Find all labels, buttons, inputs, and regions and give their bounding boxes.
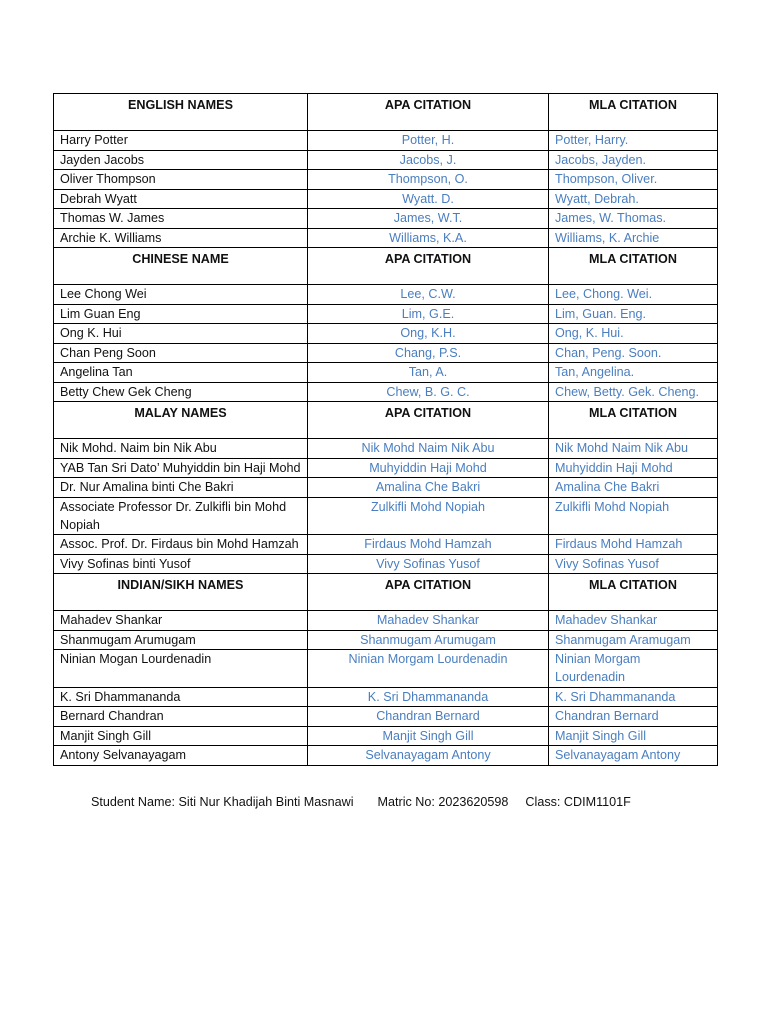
name-cell: Oliver Thompson [54,170,308,190]
apa-citation-cell: Shanmugam Arumugam [308,630,549,650]
table-row [54,189,718,209]
mla-citation-cell: Zulkifli Mohd Nopiah [549,497,718,535]
name-cell: Antony Selvanayagam [54,746,308,766]
apa-citation-cell: Lee, C.W. [308,285,549,305]
name-cell: Vivy Sofinas binti Yusof [54,554,308,574]
section-header-row [54,248,718,285]
mla-citation-cell: Chew, Betty. Gek. Cheng. [549,382,718,402]
table-row [54,285,718,305]
apa-citation-cell: K. Sri Dhammananda [308,687,549,707]
apa-citation-cell: Firdaus Mohd Hamzah [308,535,549,555]
mla-citation-cell: Nik Mohd Naim Nik Abu [549,439,718,459]
name-cell: Lim Guan Eng [54,304,308,324]
name-cell: Shanmugam Arumugam [54,630,308,650]
class-code: Class: CDIM1101F [525,795,631,809]
name-cell: Ong K. Hui [54,324,308,344]
section-header-row [54,574,718,611]
apa-citation-cell: Tan, A. [308,363,549,383]
matric-number: Matric No: 2023620598 [377,795,509,809]
apa-citation-cell: Lim, G.E. [308,304,549,324]
apa-citation-cell: Wyatt. D. [308,189,549,209]
apa-citation-cell: Vivy Sofinas Yusof [308,554,549,574]
table-row [54,131,718,151]
table-row [54,497,718,535]
apa-citation-cell: Chandran Bernard [308,707,549,727]
table-row [54,209,718,229]
table-row [54,170,718,190]
apa-column-header: APA CITATION [308,248,549,285]
mla-citation-cell: Tan, Angelina. [549,363,718,383]
mla-citation-cell: Ninian Morgam Lourdenadin [549,650,718,688]
mla-citation-cell: James, W. Thomas. [549,209,718,229]
table-row [54,611,718,631]
section-header-row [54,94,718,131]
apa-citation-cell: Ninian Morgam Lourdenadin [308,650,549,688]
name-cell: Thomas W. James [54,209,308,229]
apa-citation-cell: Ong, K.H. [308,324,549,344]
table-row [54,535,718,555]
mla-citation-cell: Selvanayagam Antony [549,746,718,766]
table-row [54,304,718,324]
mla-citation-cell: Ong, K. Hui. [549,324,718,344]
table-row [54,458,718,478]
table-row [54,382,718,402]
mla-citation-cell: Manjit Singh Gill [549,726,718,746]
table-row [54,554,718,574]
name-cell: Dr. Nur Amalina binti Che Bakri [54,478,308,498]
mla-column-header: MLA CITATION [549,402,718,439]
apa-citation-cell: Zulkifli Mohd Nopiah [308,497,549,535]
table-row [54,150,718,170]
mla-citation-cell: Potter, Harry. [549,131,718,151]
name-column-header: CHINESE NAME [54,248,308,285]
mla-citation-cell: Lim, Guan. Eng. [549,304,718,324]
mla-citation-cell: Shanmugam Aramugam [549,630,718,650]
mla-citation-cell: Vivy Sofinas Yusof [549,554,718,574]
name-cell: Debrah Wyatt [54,189,308,209]
name-cell: YAB Tan Sri Dato’ Muhyiddin bin Haji Mohd [54,458,308,478]
apa-column-header: APA CITATION [308,94,549,131]
apa-column-header: APA CITATION [308,574,549,611]
name-cell: Betty Chew Gek Cheng [54,382,308,402]
mla-citation-cell: Williams, K. Archie [549,228,718,248]
apa-citation-cell: Williams, K.A. [308,228,549,248]
name-cell: Ninian Mogan Lourdenadin [54,650,308,688]
table-row [54,746,718,766]
name-cell: Assoc. Prof. Dr. Firdaus bin Mohd Hamzah [54,535,308,555]
mla-citation-cell: Wyatt, Debrah. [549,189,718,209]
name-cell: Jayden Jacobs [54,150,308,170]
table-row [54,228,718,248]
name-cell: Chan Peng Soon [54,343,308,363]
name-cell: Harry Potter [54,131,308,151]
name-column-header: ENGLISH NAMES [54,94,308,131]
citation-table [53,93,718,766]
mla-citation-cell: Mahadev Shankar [549,611,718,631]
table-row [54,324,718,344]
table-row [54,650,718,688]
table-row [54,343,718,363]
apa-citation-cell: Thompson, O. [308,170,549,190]
name-cell: Archie K. Williams [54,228,308,248]
name-column-header: MALAY NAMES [54,402,308,439]
apa-citation-cell: Jacobs, J. [308,150,549,170]
mla-citation-cell: Jacobs, Jayden. [549,150,718,170]
apa-citation-cell: Selvanayagam Antony [308,746,549,766]
mla-column-header: MLA CITATION [549,94,718,131]
name-column-header: INDIAN/SIKH NAMES [54,574,308,611]
table-row [54,707,718,727]
apa-citation-cell: Potter, H. [308,131,549,151]
mla-column-header: MLA CITATION [549,574,718,611]
table-row [54,478,718,498]
apa-citation-cell: Mahadev Shankar [308,611,549,631]
apa-column-header: APA CITATION [308,402,549,439]
table-row [54,630,718,650]
table-row [54,363,718,383]
name-cell: Lee Chong Wei [54,285,308,305]
name-cell: Angelina Tan [54,363,308,383]
name-cell: Bernard Chandran [54,707,308,727]
citation-table-body [54,94,718,766]
apa-citation-cell: Muhyiddin Haji Mohd [308,458,549,478]
name-cell: K. Sri Dhammananda [54,687,308,707]
apa-citation-cell: Manjit Singh Gill [308,726,549,746]
apa-citation-cell: Amalina Che Bakri [308,478,549,498]
mla-citation-cell: Lee, Chong. Wei. [549,285,718,305]
student-info-footer [91,795,631,809]
name-cell: Nik Mohd. Naim bin Nik Abu [54,439,308,459]
apa-citation-cell: Chang, P.S. [308,343,549,363]
apa-citation-cell: Nik Mohd Naim Nik Abu [308,439,549,459]
section-header-row [54,402,718,439]
mla-citation-cell: K. Sri Dhammananda [549,687,718,707]
mla-citation-cell: Thompson, Oliver. [549,170,718,190]
mla-citation-cell: Chan, Peng. Soon. [549,343,718,363]
mla-citation-cell: Chandran Bernard [549,707,718,727]
mla-column-header: MLA CITATION [549,248,718,285]
mla-citation-cell: Amalina Che Bakri [549,478,718,498]
table-row [54,439,718,459]
table-row [54,726,718,746]
name-cell: Manjit Singh Gill [54,726,308,746]
student-name: Student Name: Siti Nur Khadijah Binti Masnawi [91,795,354,809]
apa-citation-cell: Chew, B. G. C. [308,382,549,402]
mla-citation-cell: Firdaus Mohd Hamzah [549,535,718,555]
apa-citation-cell: James, W.T. [308,209,549,229]
name-cell: Associate Professor Dr. Zulkifli bin Mohd Nopiah [54,497,308,535]
mla-citation-cell: Muhyiddin Haji Mohd [549,458,718,478]
name-cell: Mahadev Shankar [54,611,308,631]
table-row [54,687,718,707]
